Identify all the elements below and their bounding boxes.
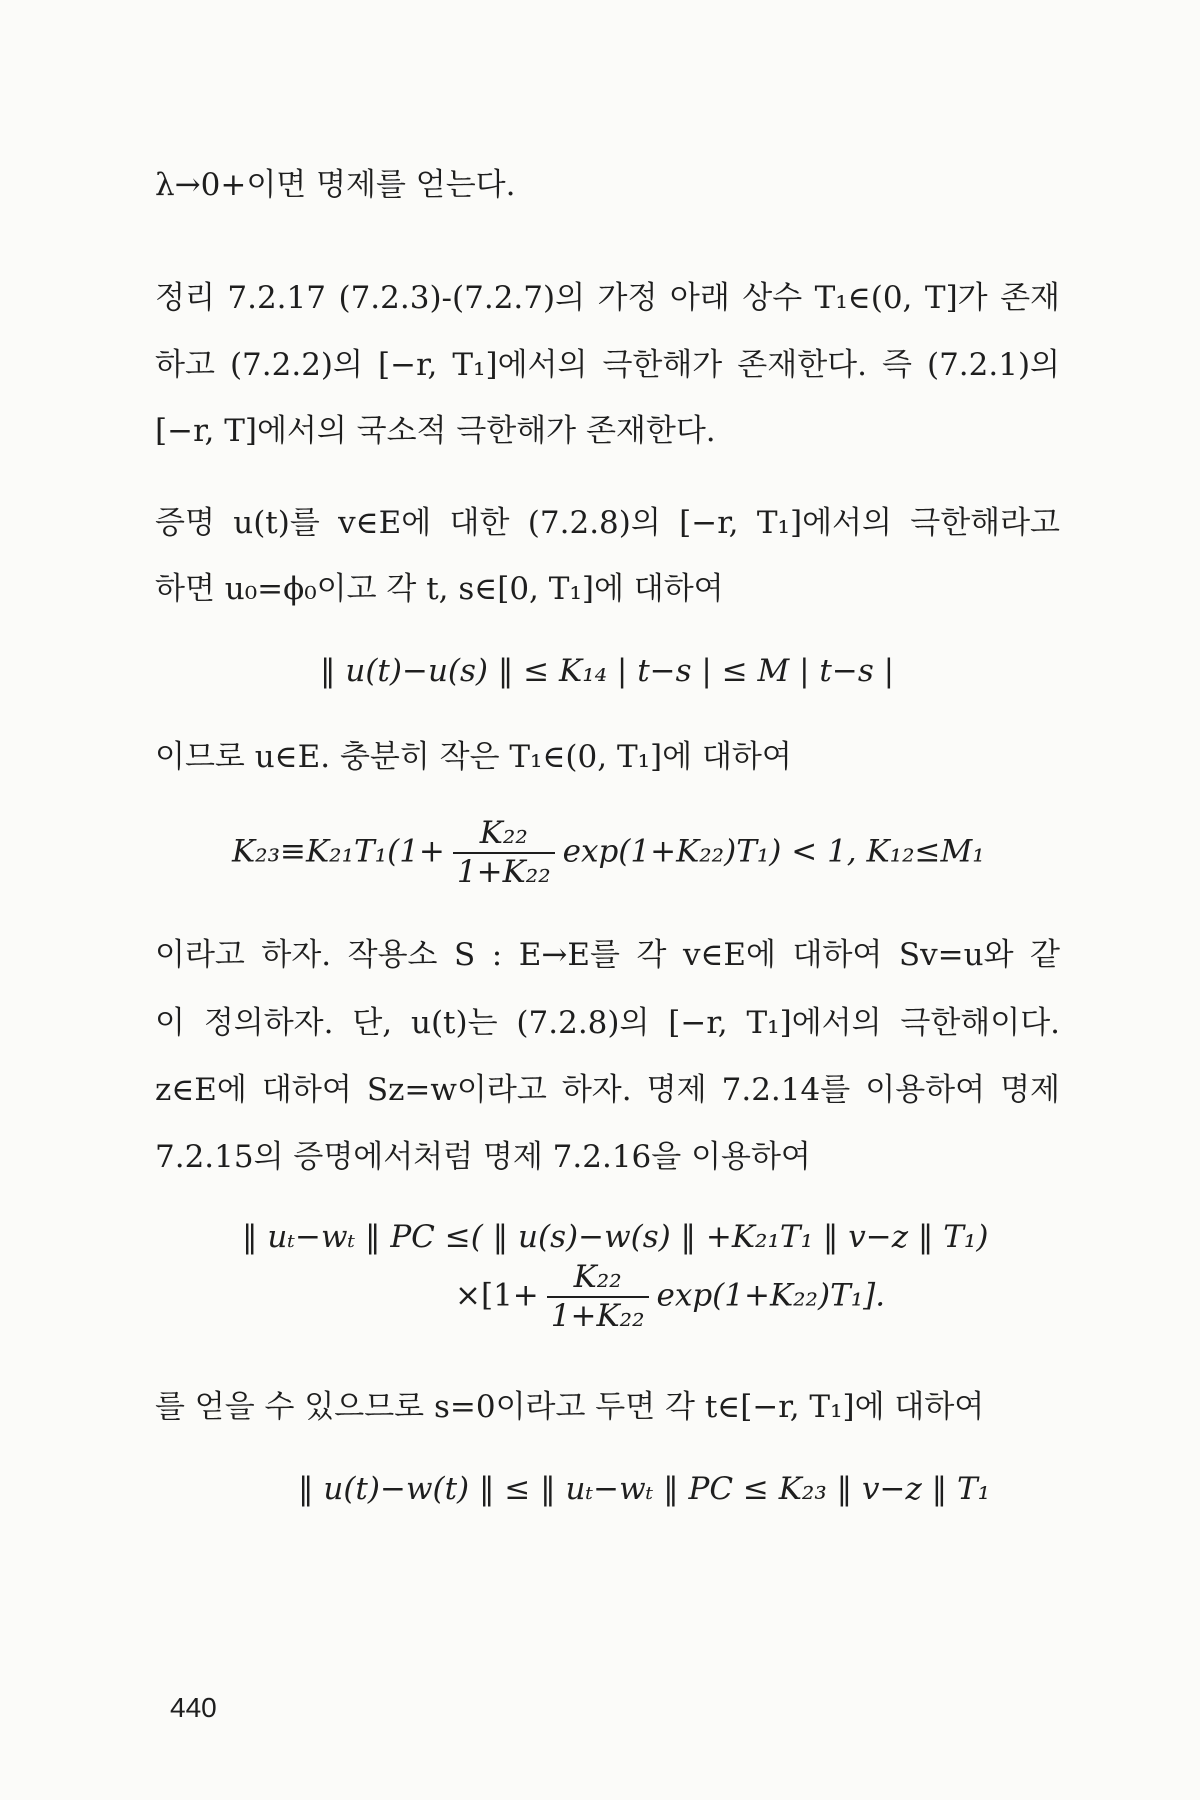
theorem-line-1: 정리 7.2.17 (7.2.3)-(7.2.7)의 가정 아래 상수 T₁∈(0, T]가 존재 (155, 280, 1060, 316)
proof-line-3: 이므로 u∈E. 충분히 작은 T₁∈(0, T₁]에 대하여 (155, 739, 792, 775)
eq2-denominator: 1+K₂₂ (453, 852, 555, 888)
page-number: 440 (170, 1692, 217, 1723)
proof-line-6: z∈E에 대하여 Sz=w이라고 하자. 명제 7.2.14를 이용하여 명제 (155, 1072, 1060, 1108)
equation-final-estimate: ‖ u(t)−w(t) ‖ ≤ ‖ uₜ−wₜ ‖ PC ≤ K₂₃ ‖ v−z ‖ T₁ (298, 1471, 991, 1507)
eq3b-left-term: ×[1+ (455, 1277, 539, 1314)
equation-pc-estimate-a: ‖ uₜ−wₜ ‖ PC ≤( ‖ u(s)−w(s) ‖ +K₂₁T₁ ‖ v−z ‖ T₁) (242, 1219, 989, 1255)
proof-line-8: 를 얻을 수 있으므로 s=0이라고 두면 각 t∈[−r, T₁]에 대하여 (155, 1389, 985, 1425)
eq2-right-term: exp(1+K₂₂)T₁) < 1, K₁₂≤M₁ (562, 833, 985, 870)
eq3b-right-term: exp(1+K₂₂)T₁]. (656, 1277, 886, 1314)
theorem-line-2: 하고 (7.2.2)의 [−r, T₁]에서의 극한해가 존재한다. 즉 (7.2.1)의 (155, 347, 1060, 383)
eq3b-denominator: 1+K₂₂ (547, 1296, 649, 1332)
theorem-line-3: [−r, T]에서의 국소적 극한해가 존재한다. (155, 413, 716, 449)
proposition-conclusion-line: λ→0+이면 명제를 얻는다. (155, 167, 516, 203)
equation-lipschitz-bound: ‖ u(t)−u(s) ‖ ≤ K₁₄ | t−s | ≤ M | t−s | (320, 653, 895, 689)
eq2-left-term: K₂₃≡K₂₁T₁(1+ (232, 833, 445, 870)
proof-line-1: 증명 u(t)를 v∈E에 대한 (7.2.8)의 [−r, T₁]에서의 극한해라고 (155, 505, 1060, 541)
eq3b-numerator: K₂₂ (573, 1259, 622, 1295)
proof-line-4: 이라고 하자. 작용소 S : E→E를 각 v∈E에 대하여 Sv=u와 같 (155, 937, 1060, 973)
eq2-fraction (453, 815, 555, 890)
equation-pc-estimate-b (455, 1259, 886, 1334)
eq3b-fraction (547, 1259, 649, 1334)
equation-k23-definition (232, 815, 985, 890)
proof-line-5: 이 정의하자. 단, u(t)는 (7.2.8)의 [−r, T₁]에서의 극한해이다. (155, 1005, 1060, 1041)
proof-line-7: 7.2.15의 증명에서처럼 명제 7.2.16을 이용하여 (155, 1139, 811, 1175)
eq2-numerator: K₂₂ (479, 815, 528, 851)
proof-line-2: 하면 u₀=ϕ₀이고 각 t, s∈[0, T₁]에 대하여 (155, 571, 724, 607)
